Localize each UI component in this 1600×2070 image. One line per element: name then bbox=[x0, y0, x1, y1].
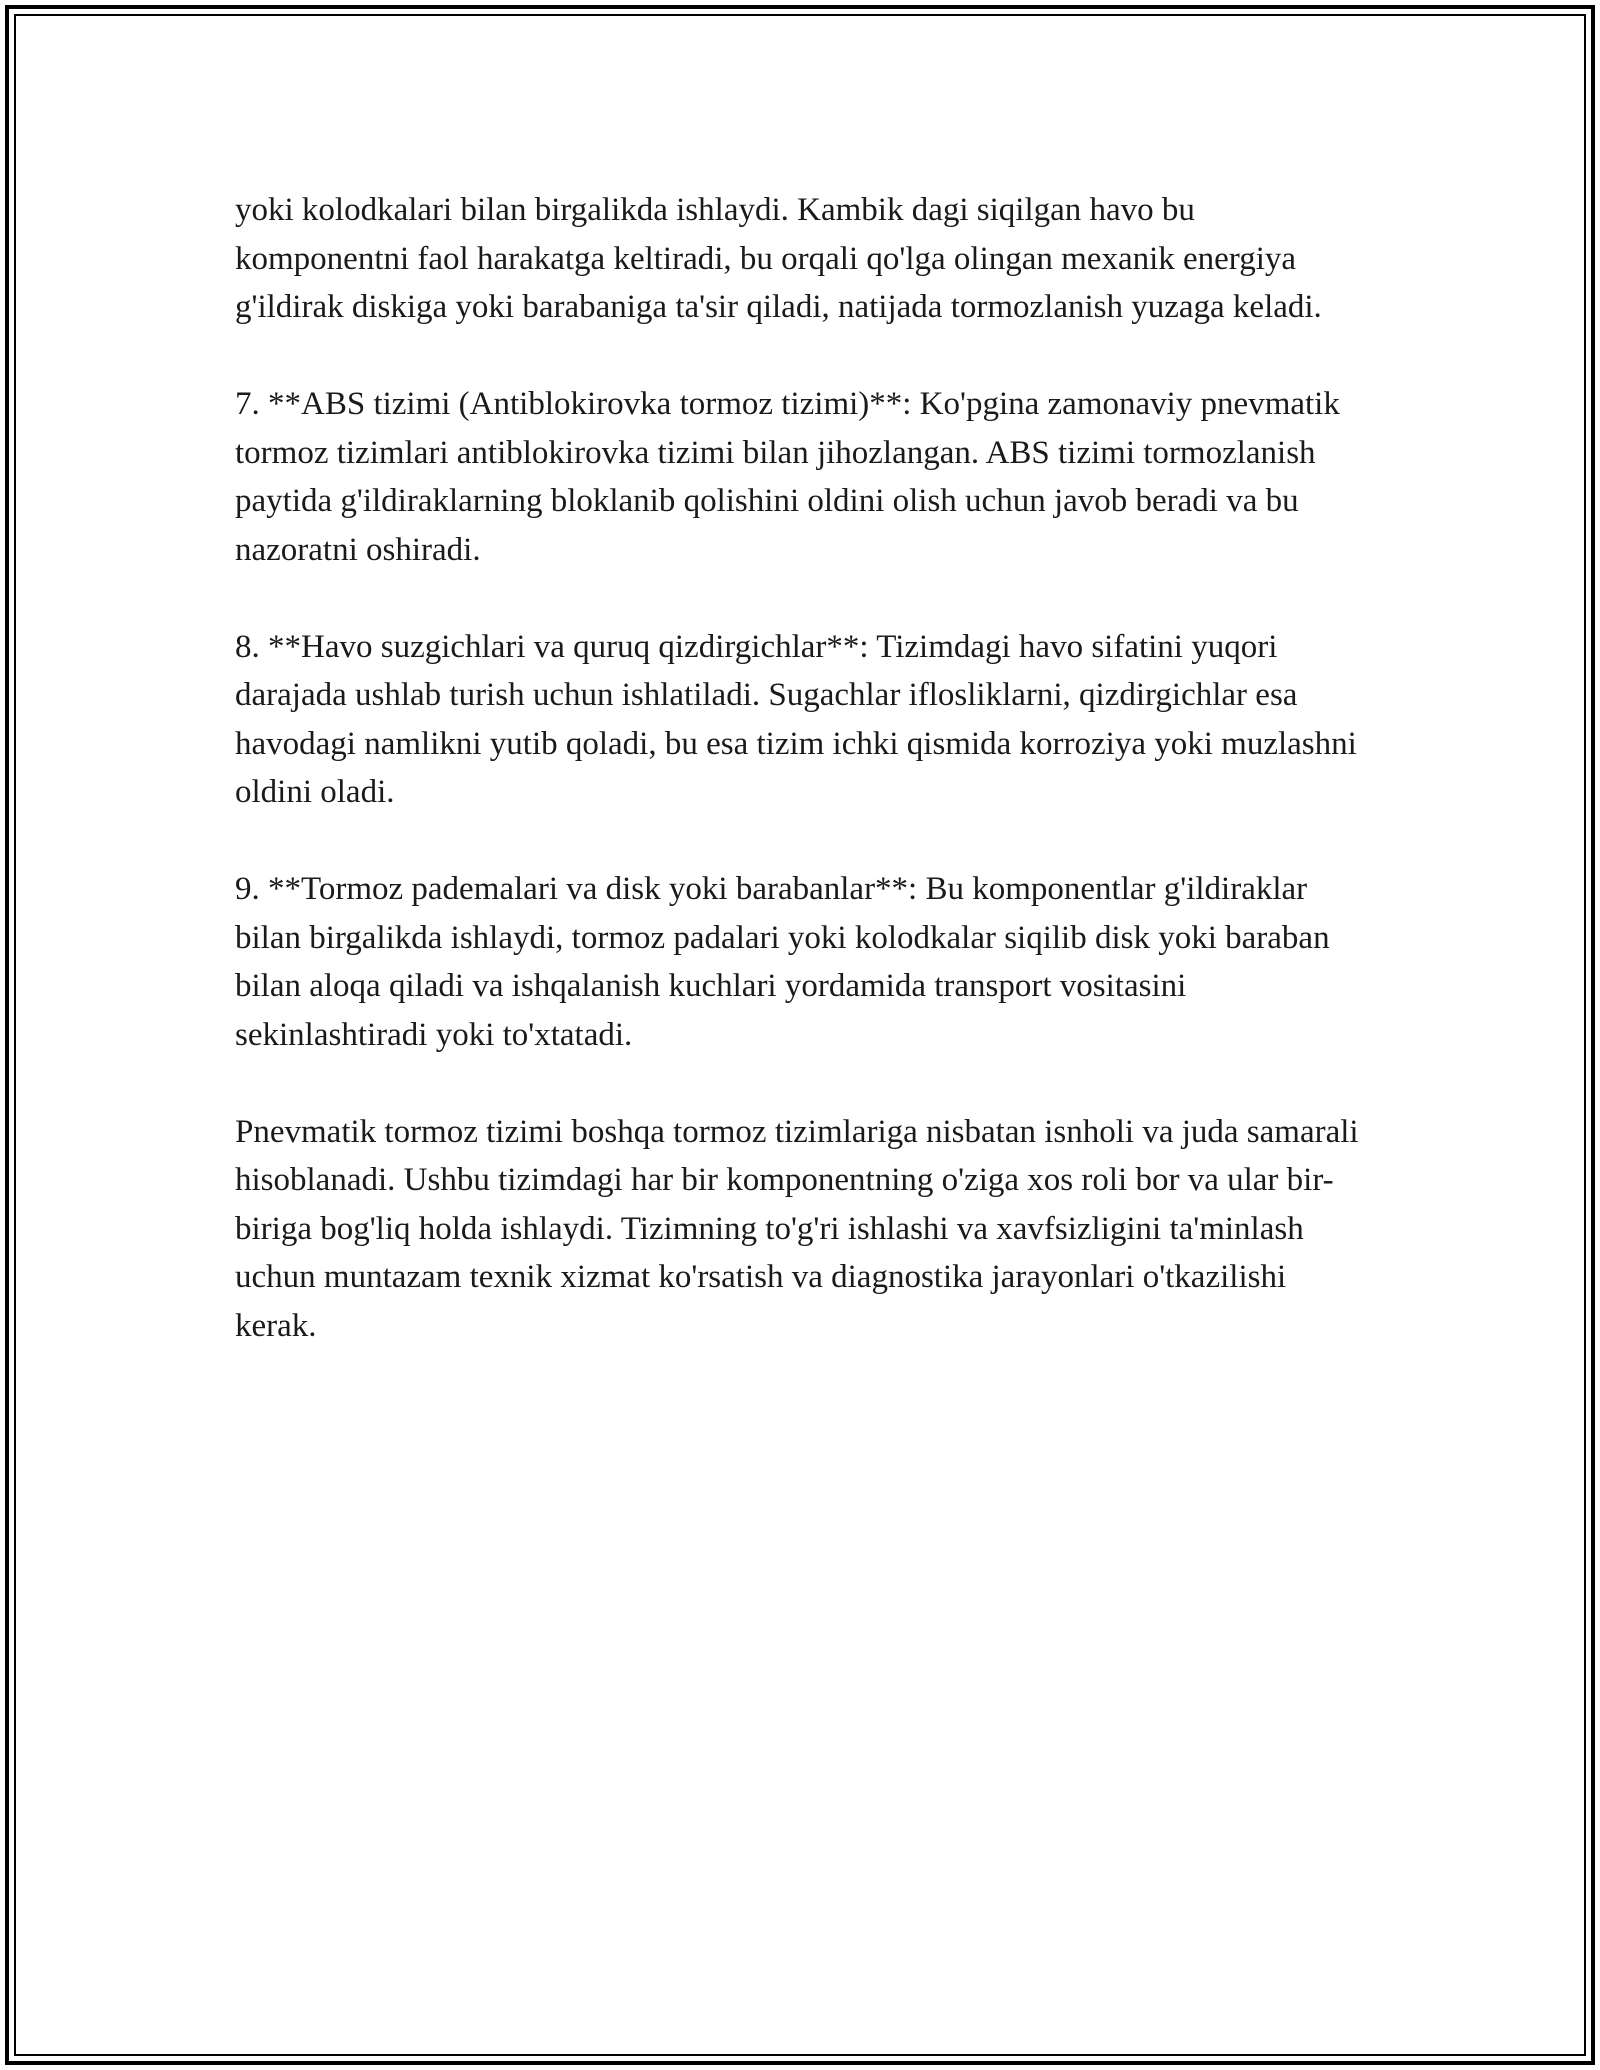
paragraph-air-filters: 8. **Havo suzgichlari va quruq qizdirgichlar**: Tizimdagi havo sifatini yuqori darajada ushlab turish uchun ishlatiladi. Sugachlar iflosliklarni, qizdirgichlar esa havodagi namlikni yutib qoladi, bu esa tizim ichki qismida korroziya yoki muzlashni oldini oladi. bbox=[235, 628, 1357, 810]
paragraph-conclusion: Pnevmatik tormoz tizimi boshqa tormoz tizimlariga nisbatan isnholi va juda samarali hisoblanadi. Ushbu tizimdagi har bir komponentning o'ziga xos roli bor va ular bir-biriga bog'liq holda ishlaydi. Tizimning to'g'ri ishlashi va xavfsizligini ta'minlash uchun muntazam texnik xizmat ko'rsatish va diagnostika jarayonlari o'tkazilishi kerak. bbox=[235, 1113, 1359, 1344]
document-body bbox=[235, 186, 1365, 1350]
paragraph-brake-pads: 9. **Tormoz pademalari va disk yoki barabanlar**: Bu komponentlar g'ildiraklar bilan birgalikda ishlaydi, tormoz padalari yoki kolodkalar siqilib disk yoki baraban bilan aloqa qiladi va ishqalanish kuchlari yordamida transport vositasini sekinlashtiradi yoki to'xtatadi. bbox=[235, 871, 1330, 1053]
paragraph-continuation: yoki kolodkalari bilan birgalikda ishlaydi. Kambik dagi siqilgan havo bu komponentni faol harakatga keltiradi, bu orqali qo'lga olingan mexanik energiya g'ildirak diskiga yoki barabaniga ta'sir qiladi, natijada tormozlanish yuzaga keladi. bbox=[235, 192, 1322, 325]
paragraph-abs-system: 7. **ABS tizimi (Antiblokirovka tormoz tizimi)**: Ko'pgina zamonaviy pnevmatik tormoz tizimlari antiblokirovka tizimi bilan jihozlangan. ABS tizimi tormozlanish paytida g'ildiraklarning bloklanib qolishini oldini olish uchun javob beradi va bu nazoratni oshiradi. bbox=[235, 386, 1340, 568]
